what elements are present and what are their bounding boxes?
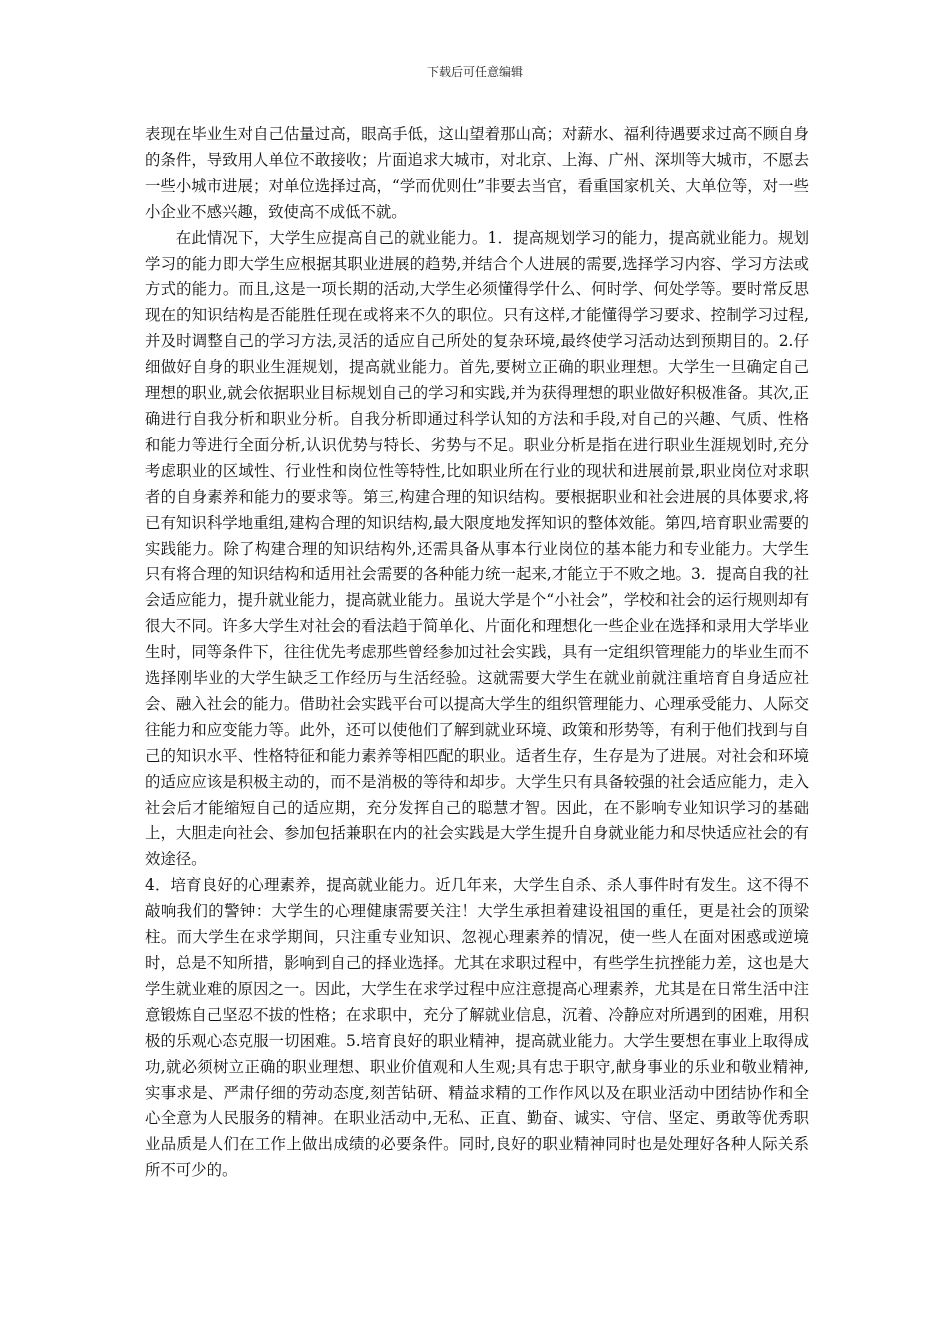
paragraph-1: 表现在毕业生对自己估量过高，眼高手低，这山望着那山高；对薪水、福利待遇要求过高不顾自身的条件，导致用人单位不敢接收；片面追求大城市，对北京、上海、广州、深圳等大城市，不愿去一些小城市进展；对单位选择过高，“学而优则仕”非要去当官，看重国家机关、大单位等，对一些小企业不感兴趣，致使高不成低不就。 xyxy=(145,125,809,221)
body-text xyxy=(145,122,809,1184)
paragraph-3: 4．培育良好的心理素养，提高就业能力。近几年来，大学生自杀、杀人事件时有发生。这不得不敲响我们的警钟：大学生的心理健康需要关注！大学生承担着建设祖国的重任，更是社会的顶梁柱。而大学生在求学期间，只注重专业知识、忽视心理素养的情况，使一些人在面对困惑或逆境时，总是不知所措，影响到自己的择业选择。尤其在求职过程中，有些学生抗挫能力差，这也是大学生就业难的原因之一。因此，大学生在求学过程中应注意提高心理素养，尤其是在日常生活中注意锻炼自己坚忍不拔的性格；在求职中，充分了解就业信息，沉着、冷静应对所遇到的困难，用积极的乐观心态克服一切困难。5.培育良好的职业精神，提高就业能力。大学生要想在事业上取得成功,就必须树立正确的职业理想、职业价值观和人生观;具有忠于职守,献身事业的乐业和敬业精神,实事求是、严肃仔细的劳动态度,刻苦钻研、精益求精的工作作风以及在职业活动中团结协作和全心全意为人民服务的精神。在职业活动中,无私、正直、勤奋、诚实、守信、坚定、勇敢等优秀职业品质是人们在工作上做出成绩的必要条件。同时,良好的职业精神同时也是处理好各种人际关系所不可少的。 xyxy=(145,876,809,1180)
page-header: 下载后可任意编辑 xyxy=(426,65,523,79)
paragraph-2: 在此情况下，大学生应提高自己的就业能力。1．提高规划学习的能力，提高就业能力。规划学习的能力即大学生应根据其职业进展的趋势,并结合个人进展的需要,选择学习内容、学习方法或方式的能力。而且,这是一项长期的活动,大学生必须懂得学什么、何时学、何处学等。要时常反思现在的知识结构是否能胜任现在或将来不久的职位。只有这样,才能懂得学习要求、控制学习过程,并及时调整自己的学习方法,灵活的适应自己所处的复杂环境,最终使学习活动达到预期目的。2.仔细做好自身的职业生涯规划，提高就业能力。首先,要树立正确的职业理想。大学生一旦确定自己理想的职业,就会依据职业目标规划自己的学习和实践,并为获得理想的职业做好积极准备。其次,正确进行自我分析和职业分析。自我分析即通过科学认知的方法和手段,对自己的兴趣、气质、性格和能力等进行全面分析,认识优势与特长、劣势与不足。职业分析是指在进行职业生涯规划时,充分考虑职业的区域性、行业性和岗位性等特性,比如职业所在行业的现状和进展前景,职业岗位对求职者的自身素养和能力的要求等。第三,构建合理的知识结构。要根据职业和社会进展的具体要求,将已有知识科学地重组,建构合理的知识结构,最大限度地发挥知识的整体效能。第四,培育职业需要的实践能力。除了构建合理的知识结构外,还需具备从事本行业岗位的基本能力和专业能力。大学生只有将合理的知识结构和适用社会需要的各种能力统一起来,才能立于不败之地。3．提高自我的社会适应能力，提升就业能力，提高就业能力。虽说大学是个“小社会”，学校和社会的运行规则却有很大不同。许多大学生对社会的看法趋于简单化、片面化和理想化一些企业在选择和录用大学毕业生时，同等条件下，往往优先考虑那些曾经参加过社会实践，具有一定组织管理能力的毕业生而不选择刚毕业的大学生缺乏工作经历与生活经验。这就需要大学生在就业前就注重培育自身适应社会、融入社会的能力。借助社会实践平台可以提高大学生的组织管理能力、心理承受能力、人际交往能力和应变能力等。此外，还可以使他们了解到就业环境、政策和形势等，有利于他们找到与自己的知识水平、性格特征和能力素养等相匹配的职业。适者生存，生存是为了进展。对社会和环境的适应应该是积极主动的，而不是消极的等待和却步。大学生只有具备较强的社会适应能力，走入社会后才能缩短自己的适应期，充分发挥自己的聪慧才智。因此，在不影响专业知识学习的基础上，大胆走向社会、参加包括兼职在内的社会实践是大学生提升自身就业能力和尽快适应社会的有效途径。 xyxy=(145,228,809,869)
